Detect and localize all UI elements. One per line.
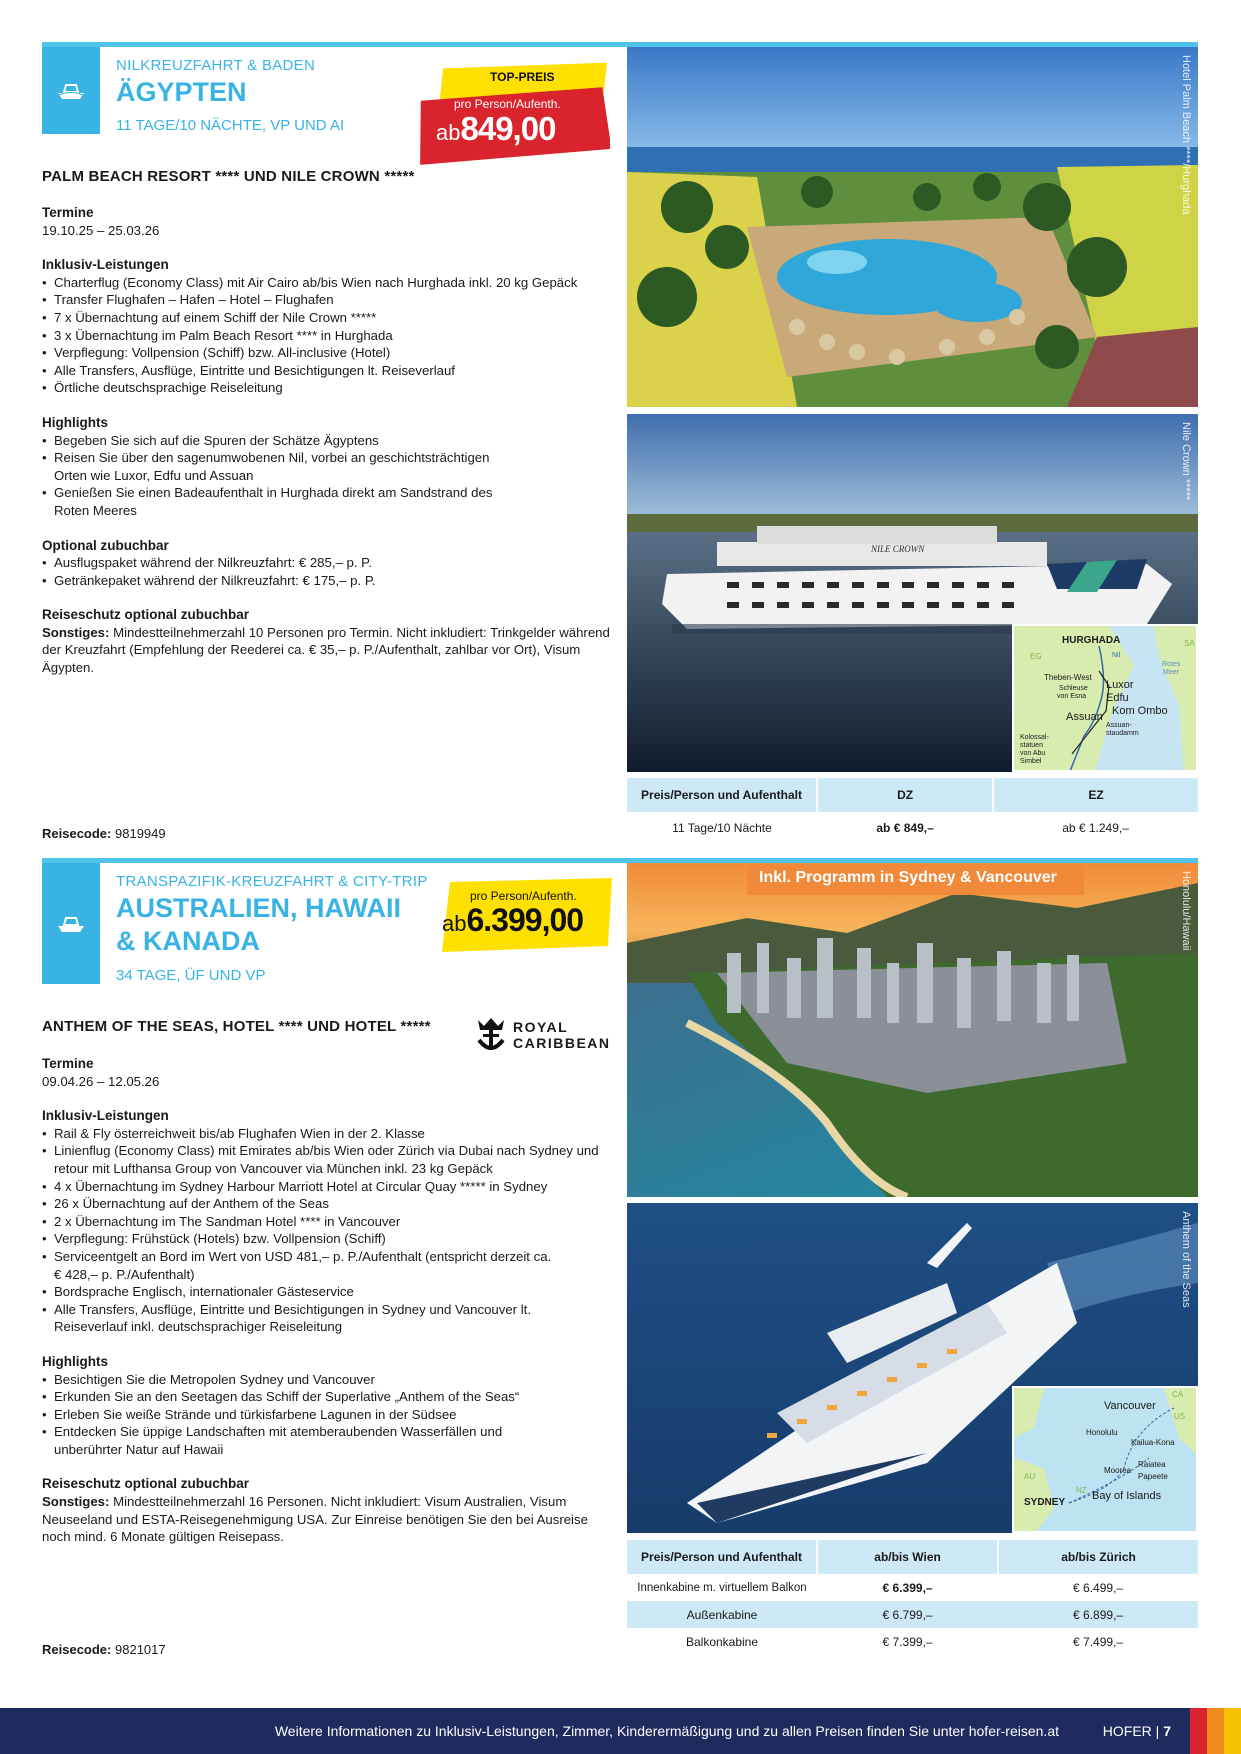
crown-anchor-icon [474,1016,508,1054]
honolulu-coast-image [627,863,1198,1197]
offer1-reisecode [42,826,166,841]
offer2-sonstiges [42,1493,612,1546]
offer1-price-prefix: ab [436,120,461,145]
map-label-au: AU [1024,1472,1036,1481]
offer2-inklusiv-heading: Inklusiv-Leistungen [42,1108,169,1124]
map-label-theben: Theben-West [1044,673,1092,682]
map-label-us: US [1174,1412,1186,1421]
footer-stripe-red [1190,1708,1207,1754]
offer1-photo2-credit: Nile Crown ***** [1180,422,1192,501]
list-item: • Ausflugspaket während der Nilkreuzfahrt: € 285,– p. P. [42,554,612,572]
offer1-title: ÄGYPTEN [116,77,247,107]
list-item: • 2 x Übernachtung im The Sandman Hotel **** in Vancouver [42,1213,612,1231]
footer-brand-name: HOFER [1102,1723,1152,1739]
offer2-price-badge [436,876,616,956]
offer1-reisecode-value: 9819949 [115,826,166,841]
map-label-staudamm1: Assuan- [1106,722,1132,729]
list-item: • Bordsprache Englisch, internationaler Gästeservice [42,1283,612,1301]
offer2-inklusiv-list [42,1125,612,1336]
table-header: EZ [993,778,1198,812]
table-cell: Innenkabine m. virtuellem Balkon [637,1581,807,1594]
map-label-rotes: Rotes [1162,661,1181,668]
offer2-hotel-heading: ANTHEM OF THE SEAS, HOTEL **** UND HOTEL ***** [42,1018,431,1035]
footer-info-text: Weitere Informationen zu Inklusiv-Leistungen, Zimmer, Kinderermäßigung und zu allen Preisen finden Sie unter hofer-reisen.at [274,1723,1059,1739]
offer2-price-label: pro Person/Aufenth. [470,889,577,903]
table-cell: € 6.499,– [1073,1580,1124,1595]
offer2-sonstiges-label: Sonstiges: [42,1494,110,1510]
footer-stripe-orange [1207,1708,1224,1754]
hotel-pool-image [627,47,1198,407]
offer2-price-prefix: ab [442,911,467,936]
table-header: DZ [817,778,993,812]
offer2-details [42,1055,612,1546]
offer1-optional-heading: Optional zubuchbar [42,537,169,553]
offer2-price-value: 6.399,00 [466,902,584,938]
list-item: • 7 x Übernachtung auf einem Schiff der Nile Crown ***** [42,309,612,327]
offer1-route-map [1012,624,1198,772]
list-item: • 4 x Übernachtung im Sydney Harbour Marriott Hotel at Circular Quay ***** in Sydney [42,1178,612,1196]
footer-brand: HOFER | 7 [1102,1723,1171,1739]
offer1-photo-hotel [627,47,1198,407]
map-label-meer: Meer [1163,669,1179,676]
offer2-reisecode-label: Reisecode: [42,1642,112,1657]
map-label-papeete: Papeete [1138,1472,1168,1481]
offer2-program-banner: Inkl. Programm in Sydney & Vancouver [747,863,1084,895]
logo-text-royal: ROYAL [513,1019,569,1035]
map-label-koloss3: von Abu [1020,750,1046,757]
list-item: • Verpflegung: Frühstück (Hotels) bzw. Vollpension (Schiff) [42,1230,612,1248]
map-label-schleuse: Schleuse [1059,685,1088,692]
offer1-details [42,204,612,677]
offer1-highlights-list [42,432,522,520]
table-cell: Außenkabine [627,1601,817,1628]
list-item: • 3 x Übernachtung im Palm Beach Resort **** in Hurghada [42,327,612,345]
map-label-bay-of-islands: Bay of Islands [1092,1490,1162,1502]
table-header: Preis/Person und Aufenthalt [627,778,817,812]
map-label-staudamm2: staudamm [1106,730,1139,737]
offer2-highlights-heading: Highlights [42,1353,108,1369]
offer1-top-price-label: TOP-PREIS [490,70,555,84]
table-cell: Balkonkabine [685,1634,759,1649]
offer1-sonstiges-text: Mindestteilnehmerzahl 10 Personen pro Termin. Nicht inkludiert: Trinkgelder während der Kreuzfahrt (Empfehlung der Reederei ca. € 35,– p. P./Aufenthalt, zahlbar vor Ort), Visum Ägypten. [42,624,610,676]
table-header: ab/bis Zürich [998,1540,1198,1574]
table-cell: € 7.399,– [882,1634,933,1649]
offer1-price-table [627,778,1198,844]
map-label-luxor: Luxor [1106,679,1134,691]
map-label-eg: EG [1030,652,1042,661]
offer1-optional-list [42,554,612,589]
offer2-reisecode-value: 9821017 [115,1642,166,1657]
offer1-reiseschutz-heading: Reiseschutz optional zubuchbar [42,607,250,623]
offer1-sonstiges [42,624,612,677]
offer1-inklusiv-heading: Inklusiv-Leistungen [42,257,169,273]
offer2-kicker: TRANSPAZIFIK-KREUZFAHRT & CITY-TRIP [116,873,428,890]
offer1-sonstiges-label: Sonstiges: [42,624,110,640]
list-item: • Serviceentgelt an Bord im Wert von USD 481,– p. P./Aufenthalt (entspricht derzeit ca. € 428,– p. P./Aufenthalt) [42,1248,552,1283]
offer1-hotel-heading: PALM BEACH RESORT **** UND NILE CROWN ***** [42,168,415,185]
offer2-termine: 09.04.26 – 12.05.26 [42,1073,160,1089]
list-item: • Rail & Fly österreichweit bis/ab Flughafen Wien in der 2. Klasse [42,1125,612,1143]
table-cell: € 7.499,– [1073,1634,1124,1649]
list-item: • Getränkepaket während der Nilkreuzfahrt: € 175,– p. P. [42,572,612,590]
offer2-title-line2: & KANADA [116,926,260,956]
map-label-raiatea: Raiatea [1138,1460,1166,1469]
table-row [627,812,1198,844]
list-item: • Reisen Sie über den sagenumwobenen Nil, vorbei an geschichtsträchtigen Orten wie Luxor, Edfu und Assuan [42,449,522,484]
map-label-honolulu: Honolulu [1086,1428,1118,1437]
offer2-highlights-list [42,1371,612,1459]
offer2-price-row [442,902,583,939]
offer1-price-badge [414,62,610,166]
offer1-kicker: NILKREUZFAHRT & BADEN [116,57,316,74]
map-label-ca: CA [1172,1390,1184,1399]
table-header: ab/bis Wien [817,1540,998,1574]
map-label-kom-ombo: Kom Ombo [1112,705,1168,717]
offer1-price-label: pro Person/Aufenth. [454,97,561,111]
offer2-photo2-credit: Anthem of the Seas [1180,1211,1192,1308]
offer2-reisecode [42,1642,166,1657]
table-cell: 11 Tage/10 Nächte [672,821,772,835]
list-item: • Alle Transfers, Ausflüge, Eintritte und Besichtigungen in Sydney und Vancouver lt. Reiseverlauf inkl. deutschsprachiger Reiseleitung [42,1301,562,1336]
map-label-koloss2: statuen [1020,742,1043,749]
offer1-termine-heading: Termine [42,205,94,220]
table-cell: ab € 1.249,– [1062,821,1129,835]
table-cell: € 6.899,– [998,1601,1198,1628]
offer1-reisecode-label: Reisecode: [42,826,112,841]
map-label-edfu: Edfu [1106,692,1129,704]
map-label-moorea: Moorea [1104,1466,1132,1475]
offer2-photo-honolulu [627,863,1198,1197]
offer1-highlights-heading: Highlights [42,414,108,430]
list-item: • Begeben Sie sich auf die Spuren der Schätze Ägyptens [42,432,522,450]
list-item: • Verpflegung: Vollpension (Schiff) bzw. All-inclusive (Hotel) [42,344,612,362]
table-row [627,1628,1198,1655]
list-item: • Transfer Flughafen – Hafen – Hotel – Flughafen [42,291,612,309]
offer2-cruise-icon-box [42,863,100,984]
map-label-assuan: Assuan [1066,711,1103,723]
map-label-vancouver: Vancouver [1104,1400,1156,1412]
list-item: • Entdecken Sie üppige Landschaften mit atemberaubenden Wasserfällen und unberührter Natur auf Hawaii [42,1423,562,1458]
list-item: • Besichtigen Sie die Metropolen Sydney und Vancouver [42,1371,612,1389]
map-label-kailua: Kailua-Kona [1131,1438,1175,1447]
offer2-photo1-credit: Honolulu/Hawaii [1180,871,1192,951]
page-footer [0,1708,1241,1754]
list-item: • Genießen Sie einen Badeaufenthalt in Hurghada direkt am Sandstrand des Roten Meeres [42,484,502,519]
logo-text-caribbean: CARIBBEAN [513,1035,611,1051]
map-label-koloss4: Simbel [1020,758,1042,765]
offer1-inklusiv-list [42,274,612,397]
table-header: Preis/Person und Aufenthalt [627,1540,817,1574]
map-label-sa: SA [1184,639,1195,648]
map-label-esna: von Esna [1057,693,1087,700]
map-label-nz: NZ [1076,1486,1087,1495]
offer1-cruise-icon-box [42,47,100,134]
list-item: • 26 x Übernachtung auf der Anthem of the Seas [42,1195,612,1213]
table-cell: € 6.399,– [882,1580,933,1595]
offer2-route-map [1012,1386,1198,1533]
list-item: • Erkunden Sie an den Seetagen das Schiff der Superlative „Anthem of the Seas“ [42,1388,612,1406]
offer2-title-line1: AUSTRALIEN, HAWAII [116,893,402,923]
list-item: • Linienflug (Economy Class) mit Emirates ab/bis Wien oder Zürich via Dubai nach Sydney und retour mit Lufthansa Group von Vancouver via München inkl. 23 kg Gepäck [42,1142,612,1177]
table-row [627,1601,1198,1628]
table-cell: ab € 849,– [876,821,934,835]
ship-icon [56,914,86,934]
footer-stripe-yellow [1224,1708,1241,1754]
royal-caribbean-logo [474,1016,614,1054]
map-label-hurghada: HURGHADA [1062,635,1121,646]
offer2-subtitle: 34 TAGE, ÜF UND VP [116,967,266,984]
offer1-photo1-credit: Hotel Palm Beach ****/Hurghada [1180,55,1192,215]
table-cell: € 6.799,– [817,1601,998,1628]
offer2-price-table [627,1540,1198,1655]
map-label-nil: Nil [1112,652,1121,659]
offer1-price-value: 849,00 [460,110,556,147]
ship-icon [56,81,86,101]
offer2-reiseschutz-heading: Reiseschutz optional zubuchbar [42,1476,250,1492]
offer2-sonstiges-text: Mindestteilnehmerzahl 16 Personen. Nicht inkludiert: Visum Australien, Visum Neuseeland und ESTA-Reisegenehmigung USA. Zur Einreise benötigen Sie den bei Ausreise noch mind. 6 Monate gültigen Reisepass. [42,1494,588,1545]
offer1-subtitle: 11 TAGE/10 NÄCHTE, VP UND AI [116,117,345,134]
list-item: • Charterflug (Economy Class) mit Air Cairo ab/bis Wien nach Hurghada inkl. 20 kg Gepäck [42,274,612,292]
map-label-koloss1: Kolossal- [1020,734,1049,741]
offer1-termine: 19.10.25 – 25.03.26 [42,222,160,238]
list-item: • Alle Transfers, Ausflüge, Eintritte und Besichtigungen lt. Reiseverlauf [42,362,612,380]
offer2-termine-heading: Termine [42,1056,94,1071]
page-number: 7 [1163,1723,1171,1739]
offer1-price-row [436,110,555,148]
table-row [627,1574,1198,1601]
list-item: • Örtliche deutschsprachige Reiseleitung [42,379,612,397]
list-item: • Erleben Sie weiße Strände und türkisfarbene Lagunen in der Südsee [42,1406,612,1424]
offer1-ship-name: NILE CROWN [871,544,925,554]
map-label-sydney: SYDNEY [1024,1497,1066,1508]
